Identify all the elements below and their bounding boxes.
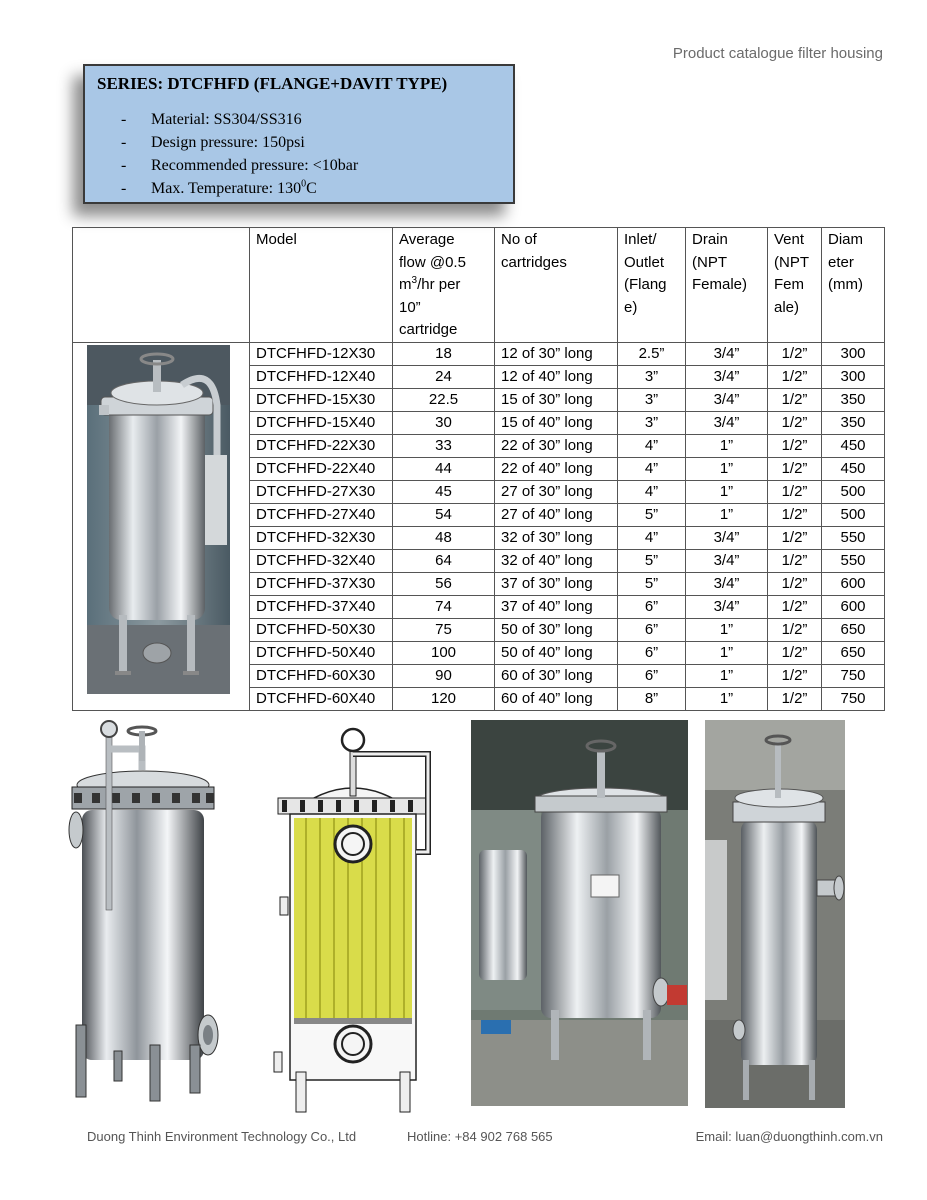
cell-model: DTCFHFD-37X30 [250, 572, 393, 595]
cell-drain: 1” [686, 480, 768, 503]
header-diameter: Diam eter (mm) [822, 228, 885, 343]
cell-inlet: 5” [618, 572, 686, 595]
housing-photo-workshop [471, 720, 688, 1106]
side-view-photo-icon [705, 720, 845, 1108]
series-info-box [83, 64, 515, 204]
cell-diameter: 600 [822, 572, 885, 595]
cell-model: DTCFHFD-60X40 [250, 687, 393, 710]
cell-cartridges: 22 of 30” long [495, 434, 618, 457]
cell-flow: 48 [393, 526, 495, 549]
series-title: SERIES: DTCFHFD (FLANGE+DAVIT TYPE) [97, 74, 448, 93]
cell-flow: 24 [393, 365, 495, 388]
cell-vent: 1/2” [768, 365, 822, 388]
cell-flow: 120 [393, 687, 495, 710]
header-vent: Vent (NPT Fem ale) [768, 228, 822, 343]
filter-cutaway-drawing-icon [268, 722, 438, 1114]
housing-photo-side [705, 720, 845, 1108]
cell-cartridges: 15 of 40” long [495, 411, 618, 434]
filter-housing-photo-icon [87, 345, 230, 694]
cell-inlet: 6” [618, 618, 686, 641]
cell-vent: 1/2” [768, 641, 822, 664]
cell-inlet: 3” [618, 365, 686, 388]
housing-render-exterior [62, 715, 222, 1110]
cell-diameter: 500 [822, 480, 885, 503]
cell-vent: 1/2” [768, 595, 822, 618]
cell-diameter: 600 [822, 595, 885, 618]
cell-flow: 64 [393, 549, 495, 572]
cell-cartridges: 22 of 40” long [495, 457, 618, 480]
cell-model: DTCFHFD-37X40 [250, 595, 393, 618]
cell-model: DTCFHFD-22X40 [250, 457, 393, 480]
cell-vent: 1/2” [768, 480, 822, 503]
cell-inlet: 2.5” [618, 342, 686, 365]
cell-flow: 54 [393, 503, 495, 526]
cell-vent: 1/2” [768, 526, 822, 549]
cell-model: DTCFHFD-32X40 [250, 549, 393, 572]
cell-inlet: 4” [618, 480, 686, 503]
cell-diameter: 450 [822, 457, 885, 480]
cell-diameter: 550 [822, 549, 885, 572]
cell-cartridges: 50 of 40” long [495, 641, 618, 664]
cell-diameter: 500 [822, 503, 885, 526]
footer-hotline: Hotline: +84 902 768 565 [407, 1129, 553, 1144]
cell-flow: 18 [393, 342, 495, 365]
cell-drain: 1” [686, 664, 768, 687]
cell-model: DTCFHFD-50X40 [250, 641, 393, 664]
cell-drain: 1” [686, 618, 768, 641]
cell-cartridges: 60 of 30” long [495, 664, 618, 687]
cell-cartridges: 37 of 30” long [495, 572, 618, 595]
cell-inlet: 6” [618, 664, 686, 687]
spec-item: - Recommended pressure: <10bar [121, 157, 359, 174]
header-drain: Drain (NPT Female) [686, 228, 768, 343]
cell-flow: 30 [393, 411, 495, 434]
spec-item: - Max. Temperature: $130^0C$ [121, 178, 317, 197]
header-inlet-outlet: Inlet/ Outlet (Flang e) [618, 228, 686, 343]
cell-inlet: 4” [618, 526, 686, 549]
cell-flow: 75 [393, 618, 495, 641]
cell-diameter: 550 [822, 526, 885, 549]
cell-model: DTCFHFD-15X40 [250, 411, 393, 434]
cell-drain: 3/4” [686, 365, 768, 388]
header-flow: Average flow @0.5 $m^3/hr$ per 10” cartridge [393, 228, 495, 343]
cell-vent: 1/2” [768, 503, 822, 526]
cell-model: DTCFHFD-60X30 [250, 664, 393, 687]
cell-drain: 1” [686, 687, 768, 710]
cell-vent: 1/2” [768, 664, 822, 687]
cell-flow: 33 [393, 434, 495, 457]
cell-cartridges: 32 of 40” long [495, 549, 618, 572]
header-image-cell [73, 228, 250, 343]
cell-model: DTCFHFD-12X40 [250, 365, 393, 388]
cell-drain: 1” [686, 503, 768, 526]
cell-cartridges: 32 of 30” long [495, 526, 618, 549]
cell-inlet: 8” [618, 687, 686, 710]
cell-vent: 1/2” [768, 411, 822, 434]
cell-diameter: 350 [822, 388, 885, 411]
cell-flow: 44 [393, 457, 495, 480]
cell-diameter: 300 [822, 365, 885, 388]
table-header-row [73, 228, 885, 343]
cell-flow: 45 [393, 480, 495, 503]
cell-drain: 1” [686, 457, 768, 480]
cell-cartridges: 27 of 30” long [495, 480, 618, 503]
header-model: Model [250, 228, 393, 343]
cell-vent: 1/2” [768, 572, 822, 595]
catalogue-label: Product catalogue filter housing [672, 45, 883, 62]
workshop-photo-icon [471, 720, 688, 1106]
cell-inlet: 6” [618, 641, 686, 664]
cell-vent: 1/2” [768, 388, 822, 411]
cell-flow: 100 [393, 641, 495, 664]
cell-model: DTCFHFD-27X30 [250, 480, 393, 503]
cell-diameter: 650 [822, 618, 885, 641]
footer-email[interactable]: Email: luan@duongthinh.com.vn [695, 1129, 883, 1144]
cell-cartridges: 60 of 40” long [495, 687, 618, 710]
cell-model: DTCFHFD-50X30 [250, 618, 393, 641]
cell-cartridges: 27 of 40” long [495, 503, 618, 526]
cell-drain: 3/4” [686, 411, 768, 434]
cell-model: DTCFHFD-15X30 [250, 388, 393, 411]
cell-inlet: 5” [618, 549, 686, 572]
cell-vent: 1/2” [768, 687, 822, 710]
cell-flow: 56 [393, 572, 495, 595]
cell-vent: 1/2” [768, 434, 822, 457]
cell-drain: 1” [686, 641, 768, 664]
cell-model: DTCFHFD-27X40 [250, 503, 393, 526]
cell-inlet: 3” [618, 388, 686, 411]
cell-inlet: 5” [618, 503, 686, 526]
cell-drain: 3/4” [686, 526, 768, 549]
cell-diameter: 300 [822, 342, 885, 365]
cell-drain: 3/4” [686, 595, 768, 618]
header-cartridges: No of cartridges [495, 228, 618, 343]
cell-flow: 90 [393, 664, 495, 687]
cell-cartridges: 37 of 40” long [495, 595, 618, 618]
cell-cartridges: 12 of 40” long [495, 365, 618, 388]
cell-vent: 1/2” [768, 342, 822, 365]
cell-inlet: 4” [618, 457, 686, 480]
cell-vent: 1/2” [768, 549, 822, 572]
cell-inlet: 3” [618, 411, 686, 434]
cell-diameter: 450 [822, 434, 885, 457]
cell-drain: 3/4” [686, 549, 768, 572]
cell-cartridges: 50 of 30” long [495, 618, 618, 641]
filter-housing-render-icon [62, 715, 222, 1110]
cell-model: DTCFHFD-22X30 [250, 434, 393, 457]
spec-list [121, 108, 358, 200]
cell-cartridges: 15 of 30” long [495, 388, 618, 411]
spec-item: - Material: SS304/SS316 [121, 111, 302, 128]
cell-diameter: 650 [822, 641, 885, 664]
cell-flow: 74 [393, 595, 495, 618]
cell-model: DTCFHFD-32X30 [250, 526, 393, 549]
cell-diameter: 750 [822, 687, 885, 710]
housing-render-cutaway [268, 722, 438, 1114]
cell-inlet: 4” [618, 434, 686, 457]
spec-item: - Design pressure: 150psi [121, 134, 305, 151]
cell-flow: 22.5 [393, 388, 495, 411]
footer-company: Duong Thinh Environment Technology Co., Ltd [87, 1129, 357, 1144]
cell-cartridges: 12 of 30” long [495, 342, 618, 365]
cell-drain: 1” [686, 434, 768, 457]
cell-diameter: 750 [822, 664, 885, 687]
cell-drain: 3/4” [686, 572, 768, 595]
cell-model: DTCFHFD-12X30 [250, 342, 393, 365]
cell-diameter: 350 [822, 411, 885, 434]
cell-vent: 1/2” [768, 457, 822, 480]
cell-drain: 3/4” [686, 388, 768, 411]
cell-inlet: 6” [618, 595, 686, 618]
housing-photo-table [87, 345, 230, 694]
cell-vent: 1/2” [768, 618, 822, 641]
cell-drain: 3/4” [686, 342, 768, 365]
